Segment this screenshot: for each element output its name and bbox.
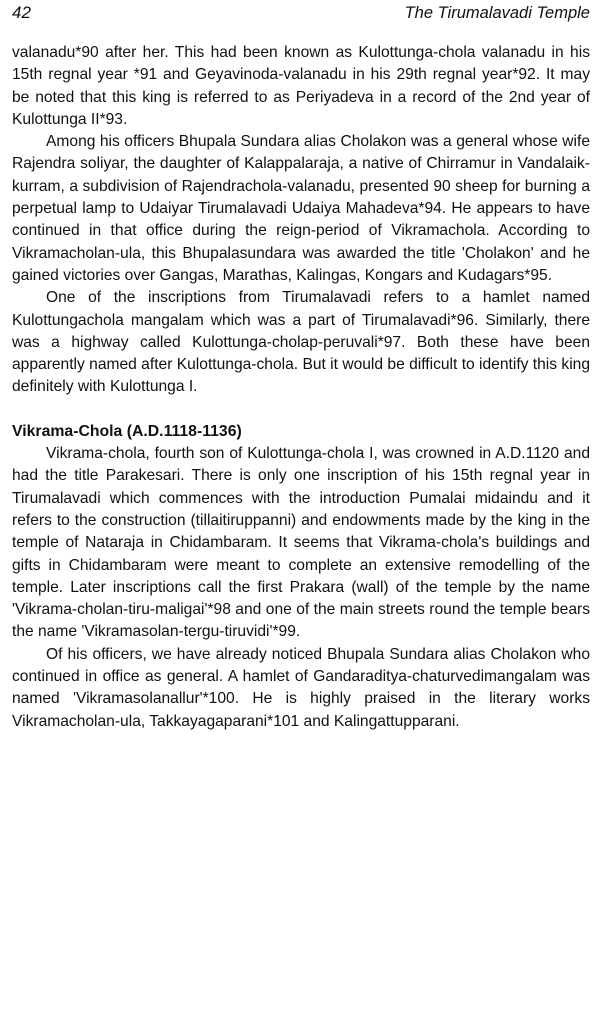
page-number: 42 [12,3,31,22]
section-heading: Vikrama-Chola (A.D.1118-1136) [12,422,242,440]
running-title: The Tirumalavadi Temple [404,4,590,22]
paragraph-1: valanadu*90 after her. This had been known as Kulottunga-chola valanadu in his 15th regnal year *91 and Geyavinoda-valanadu in his 29th regnal year*92. It may be noted that this king is referred to as Periyadeva in a record of the 2nd year of Kulottunga II*93. [12,44,590,128]
body-text [12,42,590,733]
section-paragraph-2: Of his officers, we have already noticed Bhupala Sundara alias Cholakon who continued in office as general. A hamlet of Gandaraditya-chaturvedimangalam was named 'Vikramasolanallur'*100. He is highly praised in the literary works Vikramacholan-ula, Takkayagaparani*101 and Kalingattupparani. [12,645,590,730]
section-paragraph-1: Vikrama-chola, fourth son of Kulottunga-chola I, was crowned in A.D.1120 and had the title Parakesari. There is only one inscription of his 15th regnal year in Tirumalavadi which commences with the introduction Pumalai midaindu and it refers to the construction (tillaitiruppanni) and endowments made by the king in the temple of Nataraja in Chidambaram. It seems that Vikrama-chola's buildings and gifts in Chidambaram were meant to complete an extensive remodelling of the temple. Later inscriptions call the first Prakara (wall) of the temple by the name 'Vikrama-cholan-tiru-maligai'*98 and one of the main streets round the temple bears the name 'Vikramasolan-tergu-tiruvidi'*99. [12,445,590,641]
paragraph-2: Among his officers Bhupala Sundara alias Cholakon was a general whose wife Rajendra soliyar, the daughter of Kalappalaraja, a native of Chirramur in Vandalaik-kurram, a subdivision of Rajendrachola-valanadu, presented 90 sheep for burning a perpetual lamp to Udaiyar Tirumalavadi Udaiya Mahadeva*94. He appears to have continued in that office during the reign-period of Vikramachola. According to Vikramacholan-ula, this Bhupalasundara was awarded the title 'Cholakon' and he gained victories over Gangas, Marathas, Kalingas, Kongars and Kudagars*95. [12,133,590,284]
paragraph-3: One of the inscriptions from Tirumalavadi refers to a hamlet named Kulottungachola mangalam which was a part of Tirumalavadi*96. Similarly, there was a highway called Kulottunga-cholap-peruvali*97. Both these have been apparently named after Kulottunga-chola. But it would be difficult to identify this king definitely with Kulottunga I. [12,289,590,396]
running-header [12,2,590,26]
